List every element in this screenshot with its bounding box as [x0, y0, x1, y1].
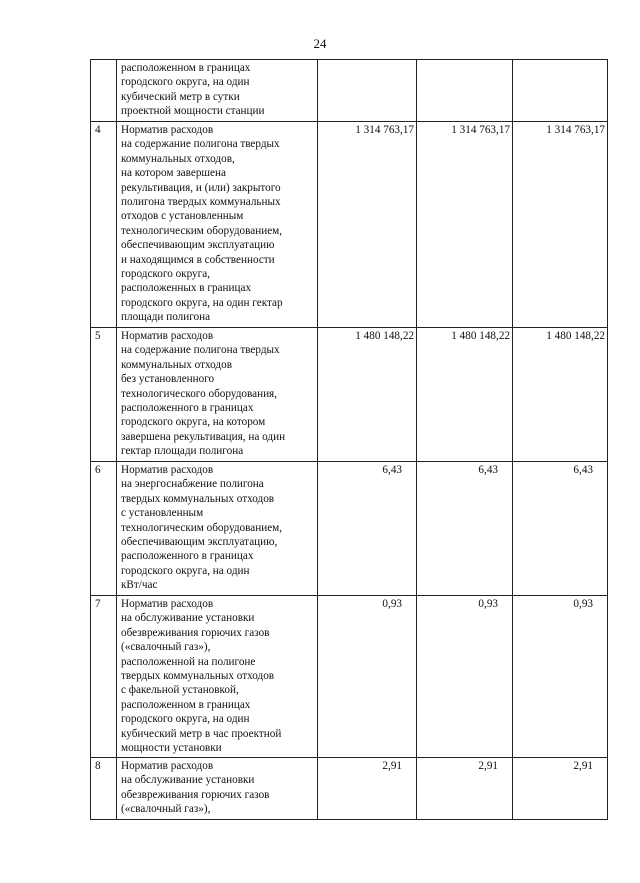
row-description: Норматив расходов на содержание полигона твердых коммунальных отходов без установленного технологического оборудования, расположенного в границах городского округа, на котором завершена рекультивация, на один гектар площади полигона: [117, 328, 318, 462]
value-cell: [318, 60, 417, 122]
value-cell: 1 314 763,17: [417, 122, 513, 328]
table-row: [91, 122, 608, 328]
table-row: [91, 596, 608, 758]
page-number: 24: [313, 36, 327, 51]
value-cell: [417, 60, 513, 122]
value-cell: 2,91: [318, 758, 417, 820]
table-row: [91, 328, 608, 462]
value-cell: 6,43: [318, 462, 417, 596]
value-cell: 6,43: [417, 462, 513, 596]
row-description: Норматив расходов на обслуживание установки обезвреживания горючих газов («свалочный газ»), расположенной на полигоне твердых коммунальных отходов с факельной установкой, расположенном в границах городского округа, на один кубический метр в час проектной мощности установки: [117, 596, 318, 758]
row-description: Норматив расходов на энергоснабжение полигона твердых коммунальных отходов с установленным технологическим оборудованием, обеспечивающим эксплуатацию, расположенного в границах городского округа, на один кВт/час: [117, 462, 318, 596]
value-cell: 1 480 148,22: [318, 328, 417, 462]
value-cell: 1 314 763,17: [513, 122, 608, 328]
value-cell: [513, 60, 608, 122]
row-number: 7: [91, 596, 117, 758]
norms-table: [90, 59, 608, 820]
row-number: 8: [91, 758, 117, 820]
row-number: 6: [91, 462, 117, 596]
value-cell: 1 314 763,17: [318, 122, 417, 328]
value-cell: 6,43: [513, 462, 608, 596]
table-row: [91, 462, 608, 596]
row-number: 4: [91, 122, 117, 328]
table-row: [91, 758, 608, 820]
value-cell: 1 480 148,22: [513, 328, 608, 462]
table-row: [91, 60, 608, 122]
value-cell: 2,91: [417, 758, 513, 820]
value-cell: 0,93: [417, 596, 513, 758]
row-description: Норматив расходов на содержание полигона твердых коммунальных отходов, на котором завершена рекультивация, и (или) закрытого полигона твердых коммунальных отходов с установленным технологическим оборудованием, обеспечивающим эксплуатацию и находящимся в собственности городского округа, расположенных в границах городского округа, на один гектар площади полигона: [117, 122, 318, 328]
value-cell: 0,93: [318, 596, 417, 758]
row-description: расположенном в границах городского округа, на один кубический метр в сутки проектной мощности станции: [117, 60, 318, 122]
value-cell: 1 480 148,22: [417, 328, 513, 462]
value-cell: 2,91: [513, 758, 608, 820]
value-cell: 0,93: [513, 596, 608, 758]
row-number: [91, 60, 117, 122]
row-description: Норматив расходов на обслуживание установки обезвреживания горючих газов («свалочный газ»),: [117, 758, 318, 820]
row-number: 5: [91, 328, 117, 462]
